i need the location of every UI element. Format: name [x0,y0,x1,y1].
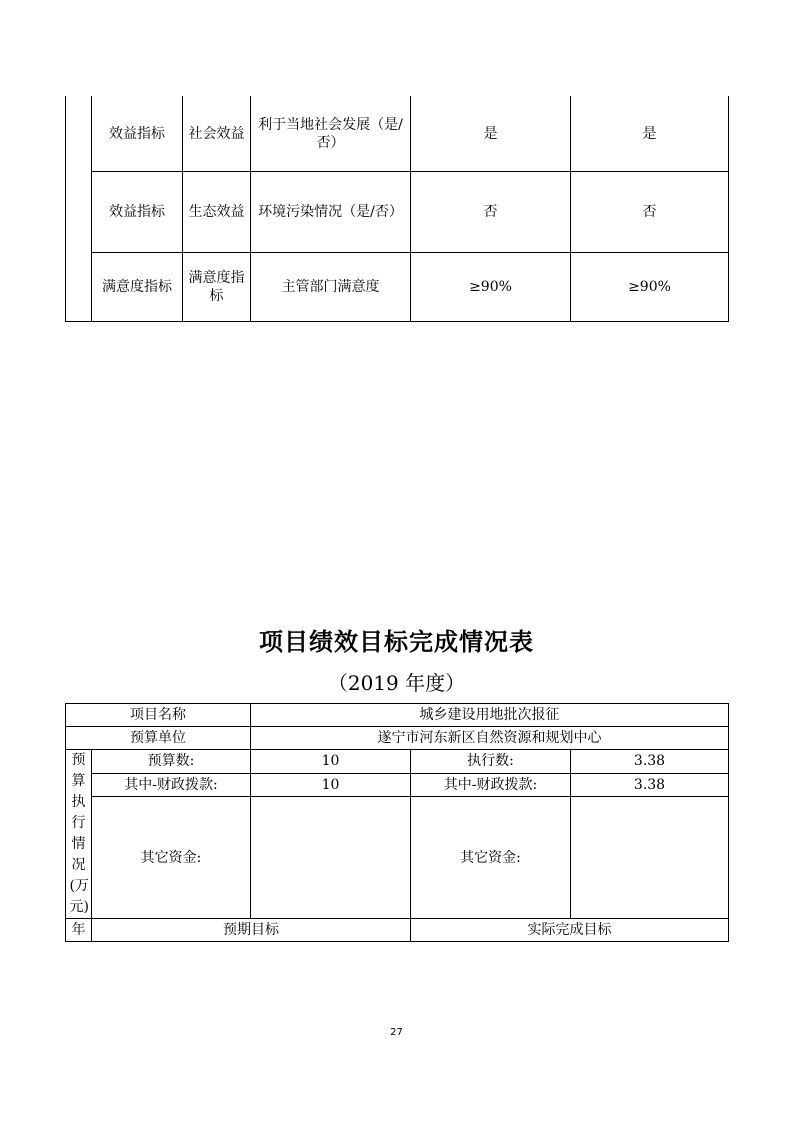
indicator-level3: 主管部门满意度 [251,253,411,322]
budget-amount-value: 10 [251,750,411,774]
indicator-table [65,96,729,322]
table-row [66,797,729,919]
indicator-level2: 满意度指标 [183,253,251,322]
page-number: 27 [390,1027,403,1038]
indicator-level3: 环境污染情况（是/否） [251,172,411,253]
table-row [66,172,729,253]
actual-goal-label: 实际完成目标 [411,919,729,942]
other-funds-label: 其它资金: [92,797,251,919]
indicator-level1: 效益指标 [92,172,183,253]
project-name-value: 城乡建设用地批次报征 [251,704,729,727]
other-funds-value [251,797,411,919]
table-row [66,253,729,322]
page-subtitle: （2019 年度） [327,671,466,695]
left-blank-cell [66,96,92,322]
table-row [66,773,729,797]
table-row [66,96,729,172]
other-funds-value [571,797,729,919]
indicator-level2: 生态效益 [183,172,251,253]
indicator-target: ≥90% [411,253,571,322]
budget-unit-value: 遂宁市河东新区自然资源和规划中心 [251,727,729,750]
indicator-level1: 满意度指标 [92,253,183,322]
indicator-target: 否 [411,172,571,253]
year-label: 年 [66,919,92,942]
indicator-level3: 利于当地社会发展（是/否） [251,96,411,172]
exec-vertical-label [66,750,92,919]
indicator-target: 是 [411,96,571,172]
indicator-actual: ≥90% [571,253,729,322]
table-row [66,750,729,774]
indicator-actual: 是 [571,96,729,172]
executed-amount-label: 执行数: [411,750,571,774]
project-name-label: 项目名称 [66,704,251,727]
fiscal-executed-value: 3.38 [571,773,729,797]
exec-vertical-text: 预算执行情况(万元) [69,752,89,915]
page-title: 项目绩效目标完成情况表 [259,628,534,656]
budget-unit-label: 预算单位 [66,727,251,750]
performance-table [65,703,729,942]
executed-amount-value: 3.38 [571,750,729,774]
other-funds-label: 其它资金: [411,797,571,919]
fiscal-budget-value: 10 [251,773,411,797]
indicator-level1: 效益指标 [92,96,183,172]
table-row [66,727,729,750]
expected-goal-label: 预期目标 [92,919,411,942]
fiscal-executed-label: 其中-财政拨款: [411,773,571,797]
table-row [66,704,729,727]
indicator-level2: 社会效益 [183,96,251,172]
budget-amount-label: 预算数: [92,750,251,774]
fiscal-budget-label: 其中-财政拨款: [92,773,251,797]
table-row [66,919,729,942]
indicator-actual: 否 [571,172,729,253]
